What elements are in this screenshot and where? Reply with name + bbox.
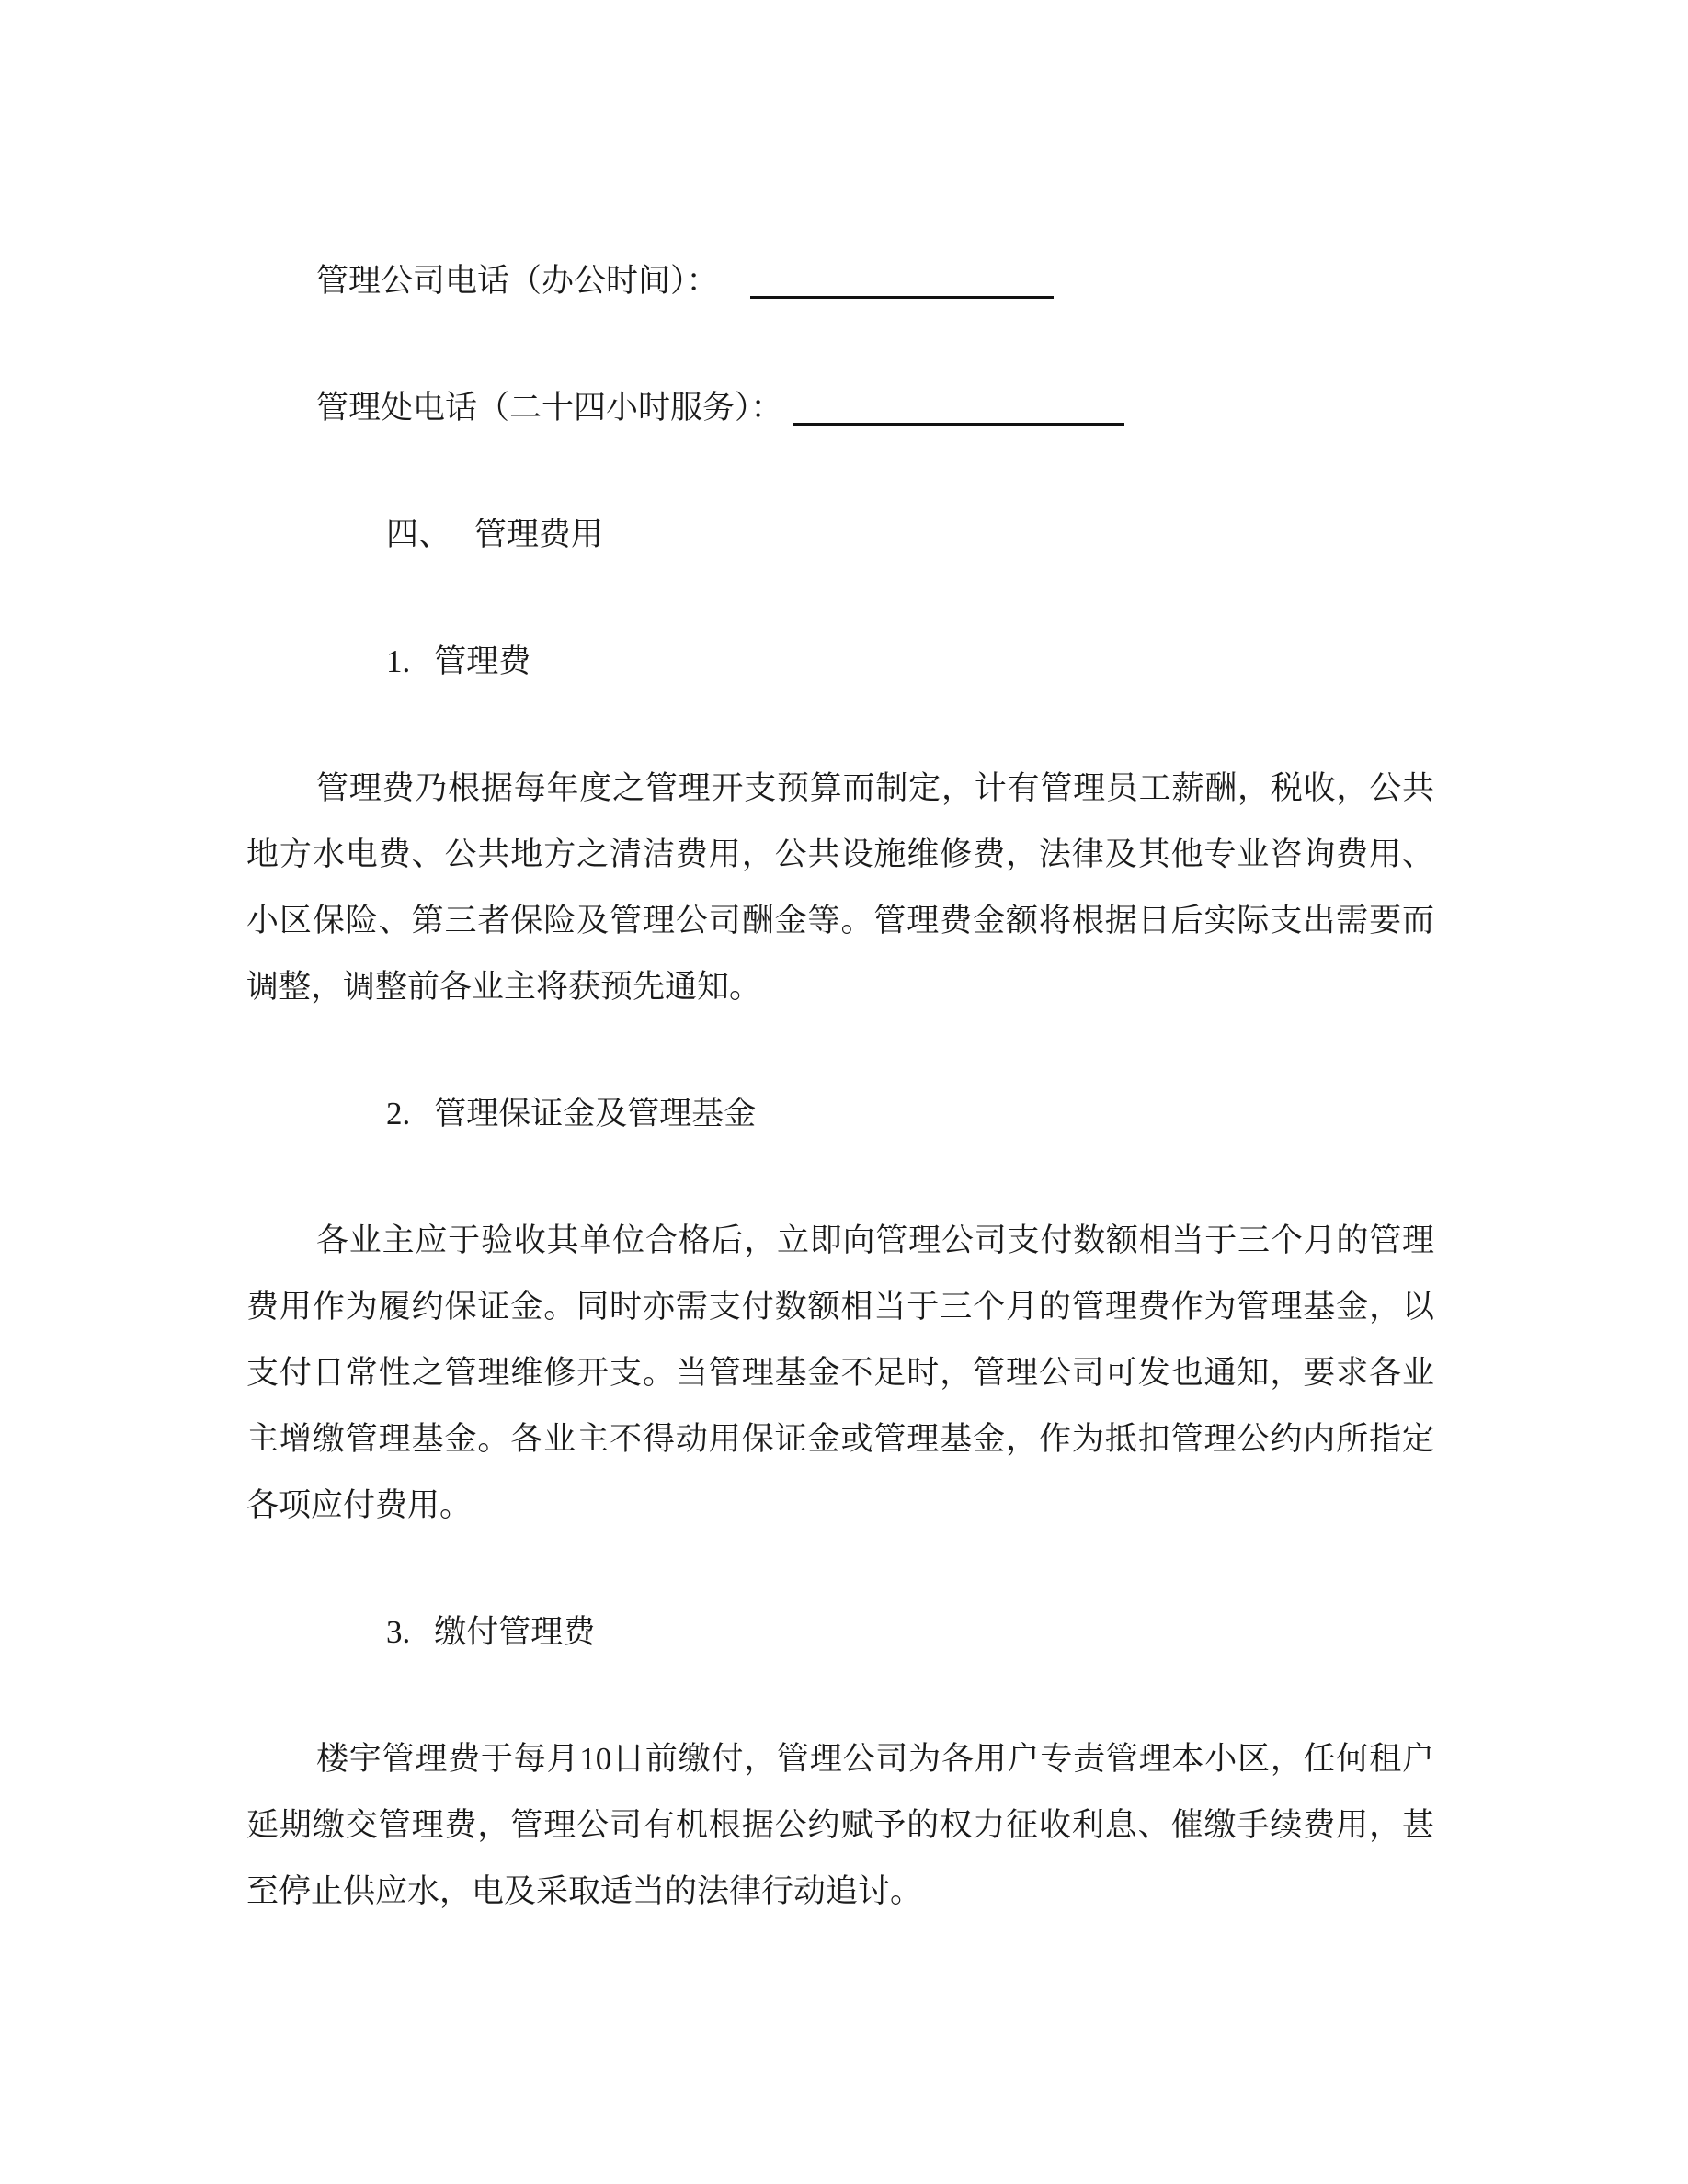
subsection-title-1: 管理费 bbox=[434, 643, 531, 679]
blank-underline-office-phone bbox=[750, 264, 1054, 299]
subsection-heading-2 bbox=[246, 1081, 1434, 1147]
phone-label-24h: 管理处电话（二十四小时服务）： bbox=[316, 390, 783, 426]
subsection-number-1: 1. bbox=[386, 643, 411, 679]
subsection-title-3: 缴付管理费 bbox=[434, 1614, 596, 1650]
subsection-paragraph-2: 各业主应于验收其单位合格后，立即向管理公司支付数额相当于三个月的管理费用作为履约保证金。同时亦需支付数额相当于三个月的管理费作为管理基金，以支付日常性之管理维修开支。当管理基金不足时，管理公司可发也通知，要求各业主增缴管理基金。各业主不得动用保证金或管理基金，作为抵扣管理公约内所指定各项应付费用。 bbox=[246, 1223, 1434, 1523]
subsection-paragraph-1: 管理费乃根据每年度之管理开支预算而制定，计有管理员工薪酬，税收，公共地方水电费、公共地方之清洁费用，公共设施维修费，法律及其他专业咨询费用、小区保险、第三者保险及管理公司酬金等。管理费金额将根据日后实际支出需要而调整，调整前各业主将获预先通知。 bbox=[246, 770, 1434, 1005]
phone-line-24h bbox=[246, 375, 1434, 441]
section-heading bbox=[246, 502, 1434, 568]
subsection-paragraph-3: 楼宇管理费于每月10日前缴付，管理公司为各用户专责管理本小区，任何租户延期缴交管理费，管理公司有机根据公约赋予的权力征收利息、催缴手续费用，甚至停止供应水，电及采取适当的法律行动追讨。 bbox=[246, 1741, 1434, 1909]
section-title: 管理费用 bbox=[474, 517, 604, 552]
subsection-number-2: 2. bbox=[386, 1096, 411, 1132]
subsection-title-2: 管理保证金及管理基金 bbox=[434, 1096, 757, 1132]
subsection-number-3: 3. bbox=[386, 1614, 411, 1650]
subsection-heading-1 bbox=[246, 629, 1434, 695]
subsection-heading-3 bbox=[246, 1599, 1434, 1666]
phone-label-office: 管理公司电话（办公时间）： bbox=[316, 263, 719, 299]
blank-underline-24h-phone bbox=[793, 391, 1124, 426]
section-number: 四、 bbox=[386, 517, 451, 552]
phone-line-office bbox=[246, 248, 1434, 314]
